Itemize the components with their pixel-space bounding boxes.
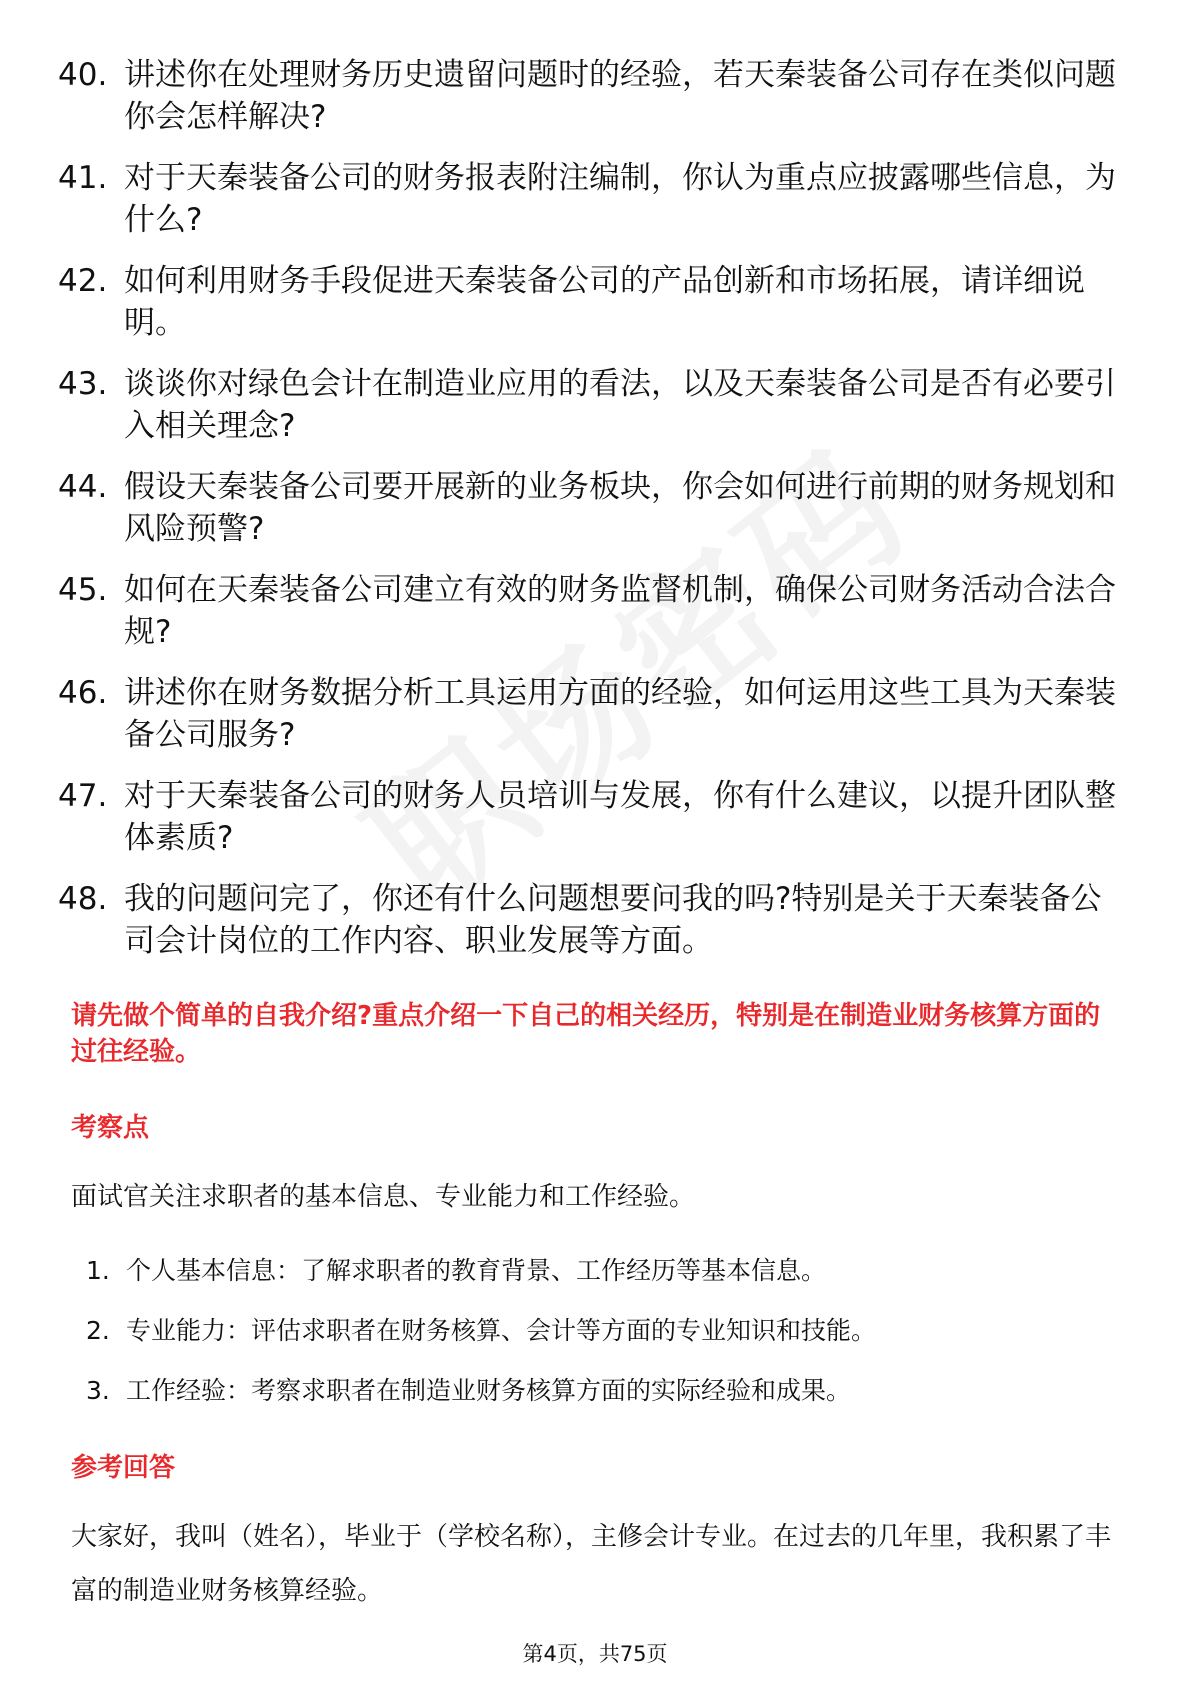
question-number: 40. xyxy=(58,57,108,93)
question-list xyxy=(58,54,1118,981)
question-item xyxy=(58,878,1118,962)
question-number: 42. xyxy=(58,263,108,299)
question-item xyxy=(58,569,1118,653)
question-text: 讲述你在财务数据分析工具运用方面的经验，如何运用这些工具为天秦装备公司服务? xyxy=(124,675,1116,753)
question-item xyxy=(58,775,1118,859)
focus-point-text: 专业能力：评估求职者在财务核算、会计等方面的专业知识和技能。 xyxy=(126,1316,877,1345)
focus-intro: 面试官关注求职者的基本信息、专业能力和工作经验。 xyxy=(71,1182,696,1212)
question-number: 41. xyxy=(58,160,108,196)
answer-text: 大家好，我叫（姓名），毕业于（学校名称），主修会计专业。在过去的几年里，我积累了丰富的制造业财务核算经验。 xyxy=(71,1522,1112,1606)
focus-point-text: 工作经验：考察求职者在制造业财务核算方面的实际经验和成果。 xyxy=(126,1376,852,1405)
focus-title: 考察点 xyxy=(71,1113,150,1143)
page-footer: 第4页，共75页 xyxy=(522,1642,668,1666)
question-number: 43. xyxy=(58,366,108,402)
question-number: 44. xyxy=(58,469,108,505)
focus-point-text: 个人基本信息：了解求职者的教育背景、工作经历等基本信息。 xyxy=(126,1256,827,1285)
focus-points-list xyxy=(86,1254,1106,1434)
question-text: 我的问题问完了，你还有什么问题想要问我的吗?特别是关于天秦装备公司会计岗位的工作内容、职业发展等方面。 xyxy=(124,881,1102,959)
focus-point-item xyxy=(86,1314,1106,1348)
focus-point-number: 3. xyxy=(86,1376,110,1405)
question-item xyxy=(58,466,1118,550)
question-number: 47. xyxy=(58,778,108,814)
question-item xyxy=(58,260,1118,344)
question-number: 48. xyxy=(58,881,108,917)
question-text: 对于天秦装备公司的财务人员培训与发展，你有什么建议，以提升团队整体素质? xyxy=(124,778,1116,856)
question-item xyxy=(58,672,1118,756)
focus-point-item xyxy=(86,1374,1106,1408)
question-item xyxy=(58,363,1118,447)
question-text: 假设天秦装备公司要开展新的业务板块，你会如何进行前期的财务规划和风险预警? xyxy=(124,469,1116,547)
question-number: 45. xyxy=(58,572,108,608)
question-item xyxy=(58,157,1118,241)
question-number: 46. xyxy=(58,675,108,711)
question-text: 如何在天秦装备公司建立有效的财务监督机制，确保公司财务活动合法合规? xyxy=(124,572,1116,650)
answer-title: 参考回答 xyxy=(71,1453,176,1483)
focus-point-item xyxy=(86,1254,1106,1288)
focus-point-number: 2. xyxy=(86,1316,110,1345)
question-item xyxy=(58,54,1118,138)
highlight-question: 请先做个简单的自我介绍?重点介绍一下自己的相关经历，特别是在制造业财务核算方面的过往经验。 xyxy=(71,1001,1101,1067)
question-text: 如何利用财务手段促进天秦装备公司的产品创新和市场拓展，请详细说明。 xyxy=(124,263,1085,341)
question-text: 讲述你在处理财务历史遗留问题时的经验，若天秦装备公司存在类似问题你会怎样解决? xyxy=(124,57,1116,135)
focus-point-number: 1. xyxy=(86,1256,110,1285)
question-text: 谈谈你对绿色会计在制造业应用的看法，以及天秦装备公司是否有必要引入相关理念? xyxy=(124,366,1116,444)
question-text: 对于天秦装备公司的财务报表附注编制，你认为重点应披露哪些信息，为什么? xyxy=(124,160,1116,238)
